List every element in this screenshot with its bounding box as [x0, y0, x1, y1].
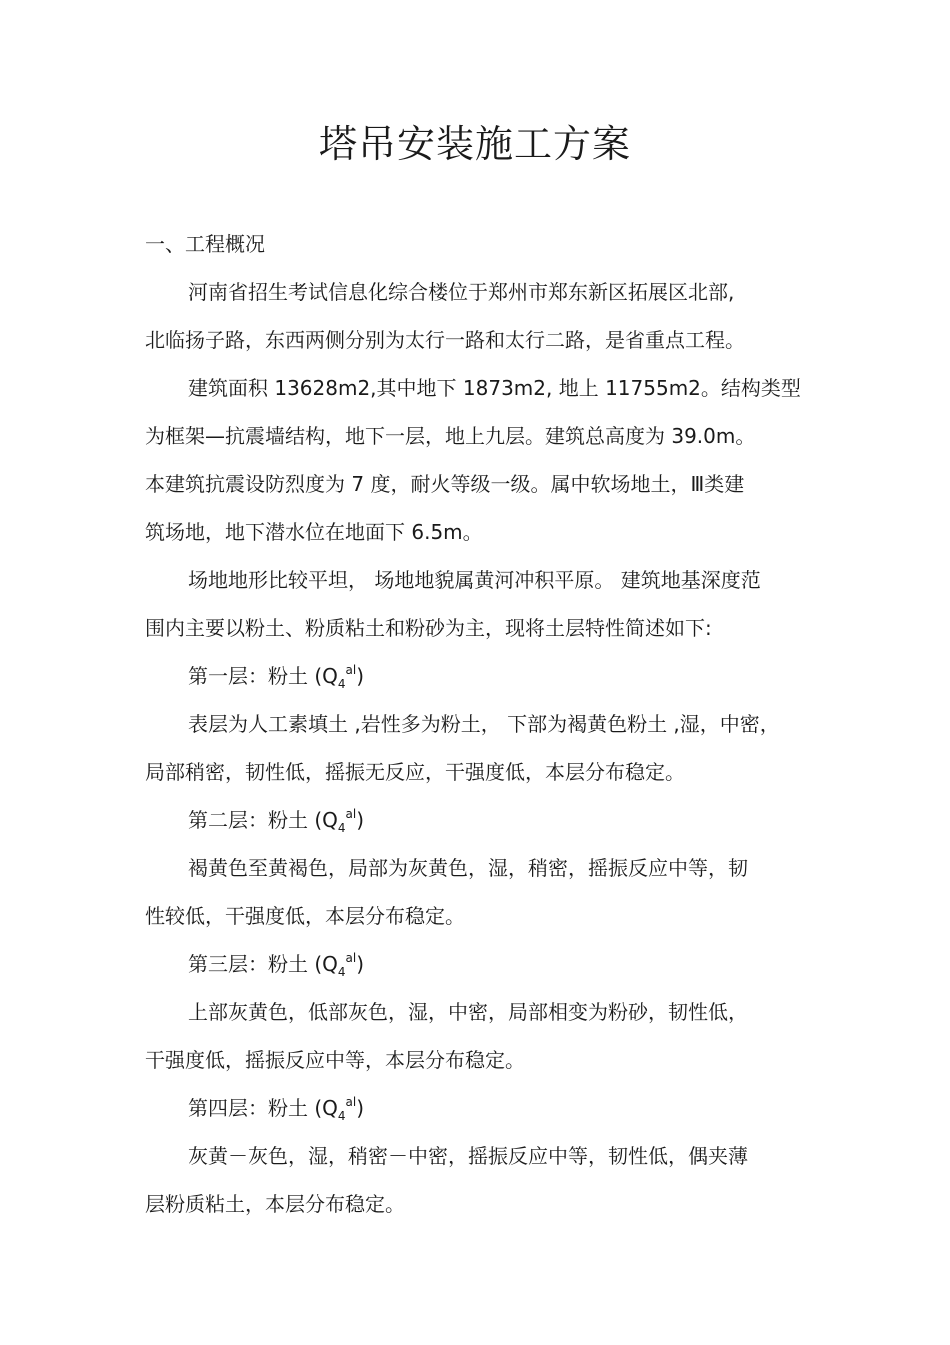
layer-symbol-close: )	[356, 808, 365, 832]
layer-label: 第二层：粉土	[188, 808, 315, 832]
paragraph-line: 上部灰黄色，低部灰色，湿，中密，局部相变为粉砂，韧性低，	[188, 1000, 748, 1024]
layer-symbol-close: )	[356, 1096, 365, 1120]
paragraph-line: 灰黄－灰色，湿，稍密－中密，摇振反应中等，韧性低，偶夹薄	[188, 1144, 748, 1168]
paragraph-line: 局部稍密，韧性低，摇振无反应，干强度低，本层分布稳定。	[145, 760, 685, 784]
layer-label: 第四层：粉土	[188, 1096, 315, 1120]
paragraph-line: 场地地形比较平坦， 场地地貌属黄河冲积平原。 建筑地基深度范	[188, 568, 761, 592]
layer-heading	[188, 661, 364, 691]
paragraph-line: 性较低，干强度低，本层分布稳定。	[145, 904, 465, 928]
layer-heading	[188, 949, 364, 979]
section-heading: 一、工程概况	[145, 232, 265, 256]
paragraph-line: 表层为人工素填土 ,岩性多为粉土， 下部为褐黄色粉土 ,湿，中密，	[188, 712, 780, 736]
paragraph-line: 河南省招生考试信息化综合楼位于郑州市郑东新区拓展区北部,	[188, 280, 735, 304]
layer-symbol-superscript: al	[345, 663, 357, 677]
paragraph-line: 层粉质粘土，本层分布稳定。	[145, 1192, 405, 1216]
layer-heading	[188, 1093, 364, 1123]
layer-symbol: (Q	[314, 808, 338, 832]
layer-symbol: (Q	[314, 952, 338, 976]
layer-label: 第三层：粉土	[188, 952, 315, 976]
layer-symbol-close: )	[356, 952, 365, 976]
paragraph-line: 建筑面积 13628m2,其中地下 1873m2, 地上 11755m2。结构类型	[188, 376, 801, 400]
layer-symbol-subscript: 4	[337, 677, 346, 691]
layer-symbol: (Q	[314, 664, 338, 688]
layer-symbol-superscript: al	[345, 951, 357, 965]
layer-symbol-superscript: al	[345, 807, 357, 821]
document-title: 塔吊安装施工方案	[318, 122, 631, 166]
paragraph-line: 本建筑抗震设防烈度为 7 度，耐火等级一级。属中软场地土，Ⅲ类建	[145, 472, 745, 496]
paragraph-line: 北临扬子路，东西两侧分别为太行一路和太行二路，是省重点工程。	[145, 328, 745, 352]
layer-symbol-close: )	[356, 664, 365, 688]
layer-heading	[188, 805, 364, 835]
layer-symbol-subscript: 4	[337, 1109, 346, 1123]
layer-symbol-superscript: al	[345, 1095, 357, 1109]
paragraph-line: 筑场地，地下潜水位在地面下 6.5m。	[145, 520, 483, 544]
paragraph-line: 褐黄色至黄褐色，局部为灰黄色，湿，稍密，摇振反应中等，韧	[188, 856, 748, 880]
layer-symbol-subscript: 4	[337, 821, 346, 835]
layer-label: 第一层：粉土	[188, 664, 315, 688]
paragraph-line: 为框架—抗震墙结构，地下一层，地上九层。建筑总高度为 39.0m。	[145, 424, 756, 448]
layer-symbol: (Q	[314, 1096, 338, 1120]
paragraph-line: 干强度低，摇振反应中等，本层分布稳定。	[145, 1048, 525, 1072]
paragraph-line: 围内主要以粉土、粉质粘土和粉砂为主，现将土层特性简述如下:	[145, 616, 712, 640]
layer-symbol-subscript: 4	[337, 965, 346, 979]
